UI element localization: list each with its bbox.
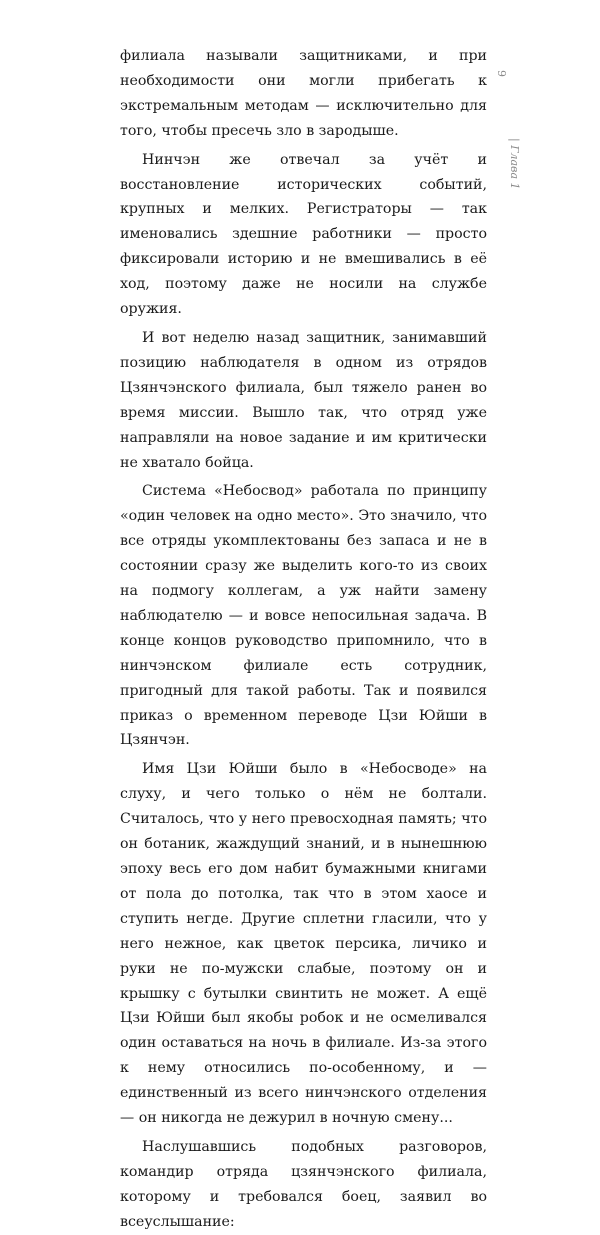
paragraph-1: филиала называли защитниками, и при необходимости они могли прибегать к экстремальным методам — исключительно для того, чтобы пресечь зло в зародыше. — [120, 48, 487, 139]
paragraph-6: Наслушавшись подобных разговоров, командир отряда цзянчэнского филиала, которому и требовался боец, заявил во всеуслышание: — [120, 1138, 487, 1230]
page-number: 9 — [495, 70, 508, 77]
paragraph-3: И вот неделю назад защитник, занимавший позицию наблюдателя в одном из отрядов Цзянчэнского филиала, был тяжело ранен во время миссии. Вышло так, что отряд уже направляли на новое задание и им критически не хватало бойца. — [120, 329, 487, 471]
chapter-label: | Глава 1 — [508, 138, 521, 190]
paragraph-2: Нинчэн же отвечал за учёт и восстановление исторических событий, крупных и мелких. Регистраторы — так именовались здешние работники — просто фиксировали историю и не вмешивались в её ход, поэтому даже не носили на службе оружия. — [120, 151, 487, 318]
paragraph-5: Имя Цзи Юйши было в «Небосводе» на слуху, и чего только о нём не болтали. Считалось, что у него превосходная память; что он ботаник, жаждущий знаний, и в нынешнюю эпоху весь его дом набит бумажными книгами от пола до потолка, так что в этом хаосе и ступить негде. Другие сплетни гласили, что у него нежное, как цветок персика, личико и руки не по-мужски слабые, поэтому он и крышку с бутылки свинтить не может. А ещё Цзи Юйши был якобы робок и не осмеливался один оставаться на ночь в филиале. Из-за этого к нему относились по-особенному, и — единственный из всего нинчэнского отделения — он никогда не дежурил в ночную смену... — [120, 761, 487, 1127]
body-text — [120, 44, 487, 1235]
paragraph-4: Система «Небосвод» работала по принципу «один человек на одно место». Это значило, что все отряды укомплектованы без запаса и не в состоянии сразу же выделить кого-то из своих на подмогу коллегам, а уж найти замену наблюдателю — и вовсе непосильная задача. В конце концов руководство припомнило, что в нинчэнском филиале есть сотрудник, пригодный для такой работы. Так и появился приказ о временном переводе Цзи Юйши в Цзянчэн. — [120, 483, 487, 749]
